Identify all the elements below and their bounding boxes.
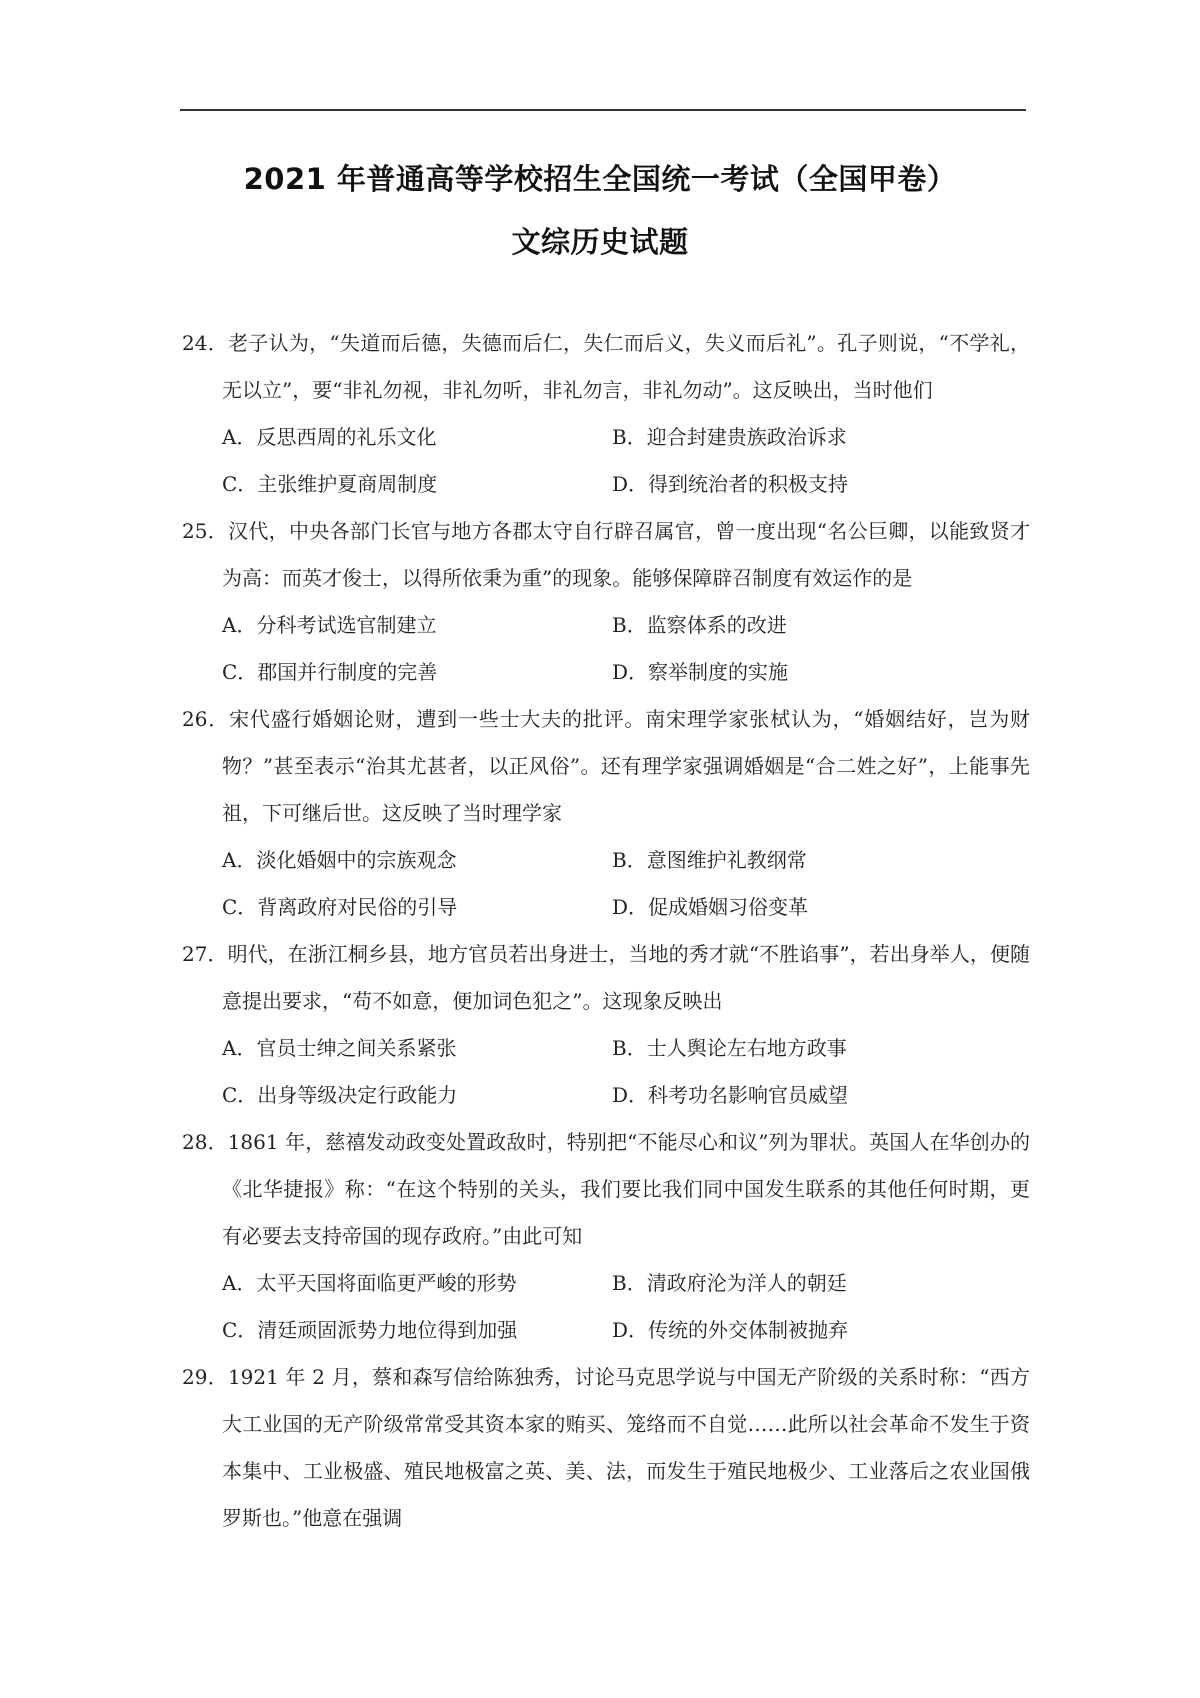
option-a: A．太平天国将面临更严峻的形势 bbox=[222, 1271, 517, 1295]
question-25 bbox=[182, 508, 1030, 696]
option-d: D．促成婚姻习俗变革 bbox=[612, 895, 809, 919]
question-stem bbox=[182, 696, 1030, 837]
option-c: C．清廷顽固派势力地位得到加强 bbox=[222, 1318, 518, 1342]
option-a: A．官员士绅之间关系紧张 bbox=[222, 1036, 457, 1060]
question-number: 29． bbox=[182, 1365, 228, 1389]
option-a: A．淡化婚姻中的宗族观念 bbox=[222, 848, 457, 872]
question-24 bbox=[182, 320, 1030, 508]
question-text: 明代，在浙江桐乡县，地方官员若出身进士，当地的秀才就“不胜谄事”，若出身举人，便随意提出要求，“苟不如意，便加词色犯之”。这现象反映出 bbox=[222, 942, 1031, 1013]
option-d: D．察举制度的实施 bbox=[612, 660, 789, 684]
question-26 bbox=[182, 696, 1030, 931]
question-text: 汉代，中央各部门长官与地方各郡太守自行辟召属官，曾一度出现“名公巨卿，以能致贤才为高：而英才俊士，以得所依秉为重”的现象。能够保障辟召制度有效运作的是 bbox=[222, 519, 1030, 590]
exam-subtitle: 文综历史试题 bbox=[511, 225, 689, 259]
option-a: A．反思西周的礼乐文化 bbox=[222, 425, 437, 449]
option-c: C．背离政府对民俗的引导 bbox=[222, 895, 458, 919]
question-text: 1861 年，慈禧发动政变处置政敌时，特别把“不能尽心和议”列为罪状。英国人在华创办的《北华捷报》称：“在这个特别的关头，我们要比我们同中国发生联系的其他任何时期，更有必要去支持帝国的现存政府。”由此可知 bbox=[222, 1130, 1030, 1248]
question-stem bbox=[182, 931, 1030, 1025]
option-a: A．分科考试选官制建立 bbox=[222, 613, 437, 637]
option-b: B．士人舆论左右地方政事 bbox=[612, 1036, 847, 1060]
option-c: C．出身等级决定行政能力 bbox=[222, 1083, 458, 1107]
question-28 bbox=[182, 1119, 1030, 1354]
option-grid bbox=[182, 837, 1030, 931]
option-grid bbox=[182, 1025, 1030, 1119]
header-rule bbox=[180, 109, 1026, 111]
option-grid bbox=[182, 602, 1030, 696]
question-stem bbox=[182, 508, 1030, 602]
option-b: B．意图维护礼教纲常 bbox=[612, 848, 807, 872]
question-stem bbox=[182, 320, 1030, 414]
question-list bbox=[182, 320, 1030, 1542]
question-29 bbox=[182, 1354, 1030, 1542]
option-c: C．主张维护夏商周制度 bbox=[222, 472, 438, 496]
exam-title: 2021 年普通高等学校招生全国统一考试（全国甲卷） bbox=[243, 162, 957, 196]
option-c: C．郡国并行制度的完善 bbox=[222, 660, 438, 684]
question-number: 26． bbox=[182, 707, 230, 731]
question-27 bbox=[182, 931, 1030, 1119]
option-b: B．迎合封建贵族政治诉求 bbox=[612, 425, 847, 449]
option-d: D．传统的外交体制被抛弃 bbox=[612, 1318, 849, 1342]
option-d: D．得到统治者的积极支持 bbox=[612, 472, 849, 496]
option-grid bbox=[182, 1260, 1030, 1354]
question-stem bbox=[182, 1119, 1030, 1260]
question-number: 25． bbox=[182, 519, 229, 543]
option-d: D．科考功名影响官员威望 bbox=[612, 1083, 849, 1107]
question-stem bbox=[182, 1354, 1030, 1542]
option-grid bbox=[182, 414, 1030, 508]
option-b: B．监察体系的改进 bbox=[612, 613, 787, 637]
question-text: 老子认为，“失道而后德，失德而后仁，失仁而后义，失义而后礼”。孔子则说，“不学礼，无以立”，要“非礼勿视，非礼勿听，非礼勿言，非礼勿动”。这反映出，当时他们 bbox=[222, 331, 1030, 402]
question-text: 1921 年 2 月，蔡和森写信给陈独秀，讨论马克思学说与中国无产阶级的关系时称：“西方大工业国的无产阶级常常受其资本家的贿买、笼络而不自觉……此所以社会革命不发生于资本集中、工业极盛、殖民地极富之英、美、法，而发生于殖民地极少、工业落后之农业国俄罗斯也。”他意在强调 bbox=[222, 1365, 1031, 1530]
question-number: 28． bbox=[182, 1130, 228, 1154]
question-text: 宋代盛行婚姻论财，遭到一些士大夫的批评。南宋理学家张栻认为，“婚姻结好，岂为财物？”甚至表示“治其尤甚者，以正风俗”。还有理学家强调婚姻是“合二姓之好”，上能事先祖，下可继后世。这反映了当时理学家 bbox=[222, 707, 1030, 825]
question-number: 27． bbox=[182, 942, 228, 966]
question-number: 24． bbox=[182, 331, 229, 355]
option-b: B．清政府沦为洋人的朝廷 bbox=[612, 1271, 847, 1295]
